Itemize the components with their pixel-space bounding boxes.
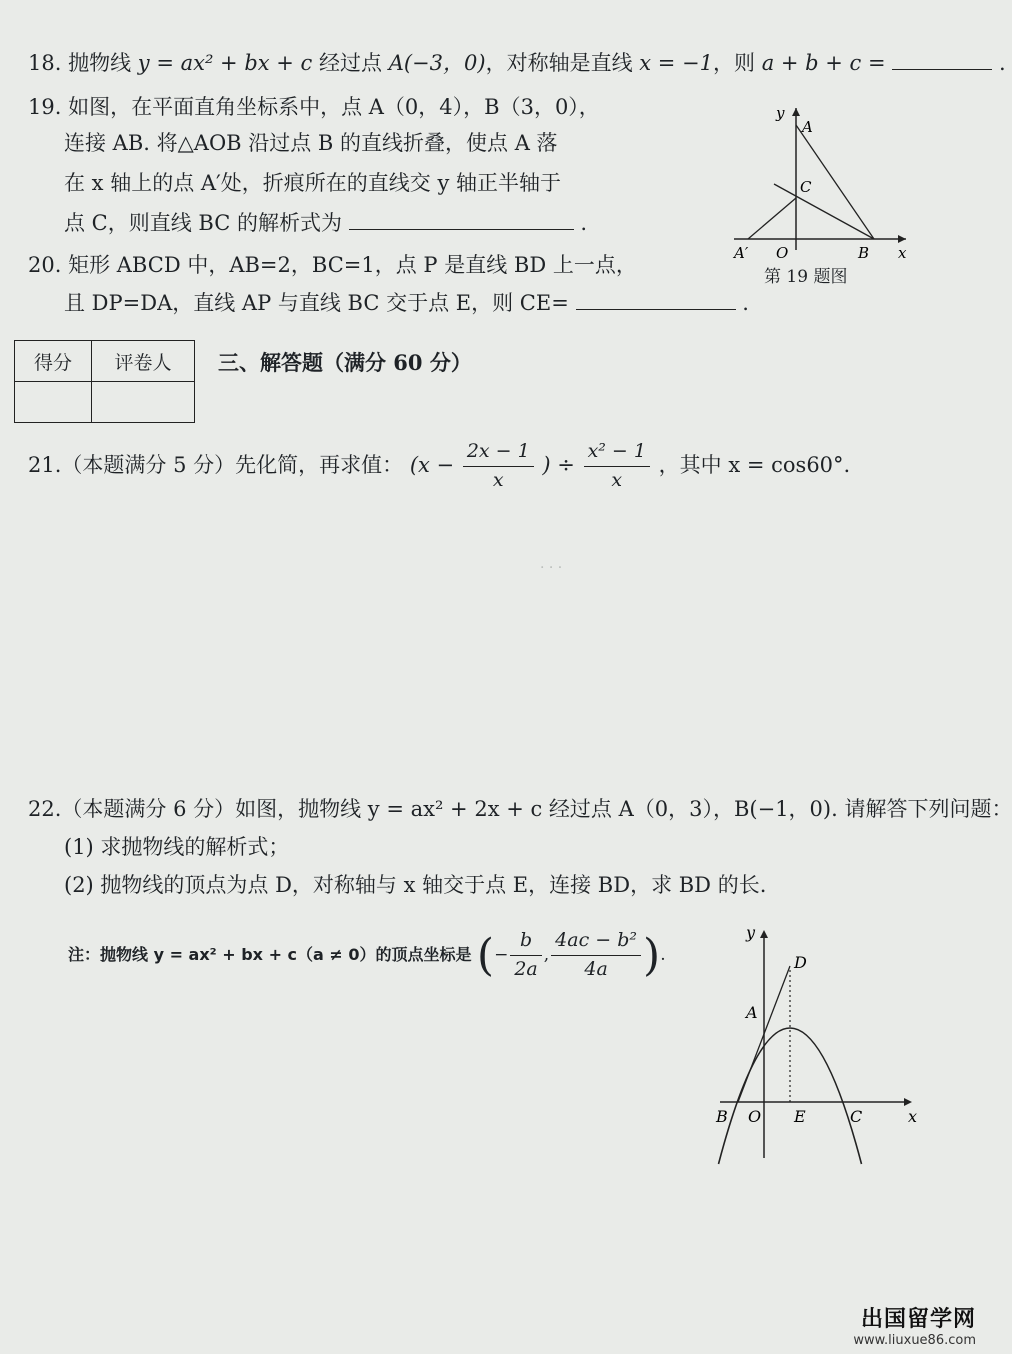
fig22-label-B: B	[716, 1107, 728, 1126]
fig22-x-arrow	[904, 1098, 912, 1106]
fig19-label-A: A	[802, 118, 813, 136]
figure-19-caption: 第 19 题图	[764, 267, 848, 287]
watermark-name: 出国留学网	[860, 1307, 976, 1332]
fig22-label-A: A	[746, 1003, 758, 1022]
fig22-label-D: D	[794, 953, 807, 972]
q22-text-1: （本题满分 6 分）如图，抛物线 y = ax² + 2x + c 经过点 A（0，3），B(−1，0). 请解答下列问题：	[61, 797, 1012, 821]
q19-number: 19.	[28, 95, 62, 119]
question-19-line2	[64, 130, 558, 156]
q18-end: .	[998, 51, 1006, 75]
fig19-y-arrow	[792, 108, 800, 116]
q18-text: 抛物线	[68, 51, 132, 75]
q22-note-frac1-num: b	[510, 929, 541, 956]
fig19-label-O: O	[776, 244, 789, 262]
fig19-segment-BC	[774, 184, 874, 239]
q19-text-2: 连接 AB. 将△AOB 沿过点 B 的直线折叠，使点 A 落	[64, 131, 558, 155]
q22-note-paren-open: (	[476, 930, 495, 981]
fig22-label-E: E	[794, 1107, 806, 1126]
q22-part-1: (1) 求抛物线的解析式；	[64, 835, 290, 859]
q22-note-comma: ,	[543, 944, 550, 965]
q21-condition: ，其中 x = cos60°.	[658, 452, 851, 477]
q18-axis: x = −1	[639, 51, 714, 75]
q20-number: 20.	[28, 253, 62, 277]
q19-answer-blank[interactable]	[349, 213, 574, 230]
q18-answer-blank[interactable]	[892, 53, 992, 70]
q19-end: .	[580, 211, 588, 235]
question-20-line2	[64, 290, 749, 316]
bleed-through-text: · · ·	[540, 560, 563, 576]
q22-note	[68, 928, 666, 983]
fig22-label-x: x	[908, 1107, 918, 1126]
q21-frac2-denominator: x	[611, 468, 623, 491]
fig19-x-arrow	[898, 235, 906, 243]
fig22-label-C: C	[850, 1107, 863, 1126]
q19-text-4: 点 C，则直线 BC 的解析式为	[64, 211, 342, 235]
q20-answer-blank[interactable]	[576, 293, 736, 310]
question-22-line1	[28, 796, 1012, 822]
q18-point: A(−3，0)	[388, 51, 486, 75]
fig19-label-x: x	[898, 244, 907, 262]
question-19-line3	[64, 170, 561, 196]
q21-intro: （本题满分 5 分）先化简，再求值：	[61, 452, 404, 477]
q21-number: 21.	[28, 452, 62, 477]
q18-equation: y = ax² + bx + c	[137, 51, 313, 75]
question-21	[28, 440, 850, 493]
fig22-label-y: y	[746, 923, 756, 942]
figure-19	[726, 100, 916, 260]
section-3-heading: 三、解答题（满分 60 分）	[218, 350, 472, 375]
q18-text-end: ，则	[713, 51, 756, 75]
grader-cell[interactable]	[92, 382, 195, 423]
q20-end: .	[742, 291, 749, 315]
score-table-score-header: 得分	[15, 341, 92, 382]
q21-open: (x −	[409, 452, 455, 477]
question-20-line1	[28, 252, 637, 278]
q18-text-mid: 经过点	[319, 51, 383, 75]
fig19-label-y: y	[776, 104, 785, 122]
watermark-url: www.liuxue86.com	[853, 1333, 976, 1348]
q22-note-frac2-den: 4a	[584, 958, 608, 980]
site-watermark	[853, 1302, 976, 1348]
score-table	[14, 340, 195, 423]
q22-note-frac1	[510, 929, 541, 982]
q22-note-text: 注：抛物线 y = ax² + bx + c（a ≠ 0）的顶点坐标是	[68, 945, 472, 964]
fig19-label-B: B	[858, 244, 870, 262]
q21-frac1-numerator: 2x − 1	[463, 440, 534, 467]
q22-note-end: .	[660, 944, 666, 965]
q22-note-paren-close: )	[643, 930, 661, 981]
score-table-grader-header: 评卷人	[92, 341, 195, 382]
q21-frac2-numerator: x² − 1	[584, 440, 650, 467]
q20-text-1: 矩形 ABCD 中，AB=2，BC=1，点 P 是直线 BD 上一点，	[68, 253, 637, 277]
q21-divide: ) ÷	[542, 452, 575, 477]
q18-text-after: ，对称轴是直线	[485, 51, 633, 75]
q21-fraction-1	[463, 440, 534, 493]
q18-number: 18.	[28, 51, 62, 75]
fig22-label-O: O	[748, 1107, 762, 1126]
fig22-y-arrow	[760, 930, 768, 938]
q22-note-frac2-num: 4ac − b²	[551, 929, 641, 956]
q22-note-frac2	[551, 929, 641, 982]
q21-frac1-denominator: x	[492, 468, 504, 491]
q22-note-frac1-den: 2a	[514, 958, 538, 980]
q22-note-minus: −	[494, 944, 509, 965]
fig19-label-Aprime: A′	[734, 244, 749, 262]
q22-number: 22.	[28, 797, 62, 821]
fig19-label-C: C	[800, 178, 812, 196]
question-19-line4	[64, 210, 587, 236]
q18-expression: a + b + c =	[761, 51, 886, 75]
question-19-line1	[28, 94, 600, 120]
q20-text-2: 且 DP=DA，直线 AP 与直线 BC 交于点 E，则 CE=	[64, 291, 569, 315]
question-18	[28, 50, 1006, 76]
score-cell[interactable]	[15, 382, 92, 423]
q21-fraction-2	[584, 440, 650, 493]
q19-text-1: 如图，在平面直角坐标系中，点 A（0，4），B（3，0），	[68, 95, 600, 119]
fig19-segment-AprimeC	[748, 198, 796, 239]
q19-text-3: 在 x 轴上的点 A′处，折痕所在的直线交 y 轴正半轴于	[64, 171, 562, 195]
q22-part-2: (2) 抛物线的顶点为点 D，对称轴与 x 轴交于点 E，连接 BD，求 BD 的长.	[64, 873, 767, 897]
figure-22	[712, 922, 934, 1172]
